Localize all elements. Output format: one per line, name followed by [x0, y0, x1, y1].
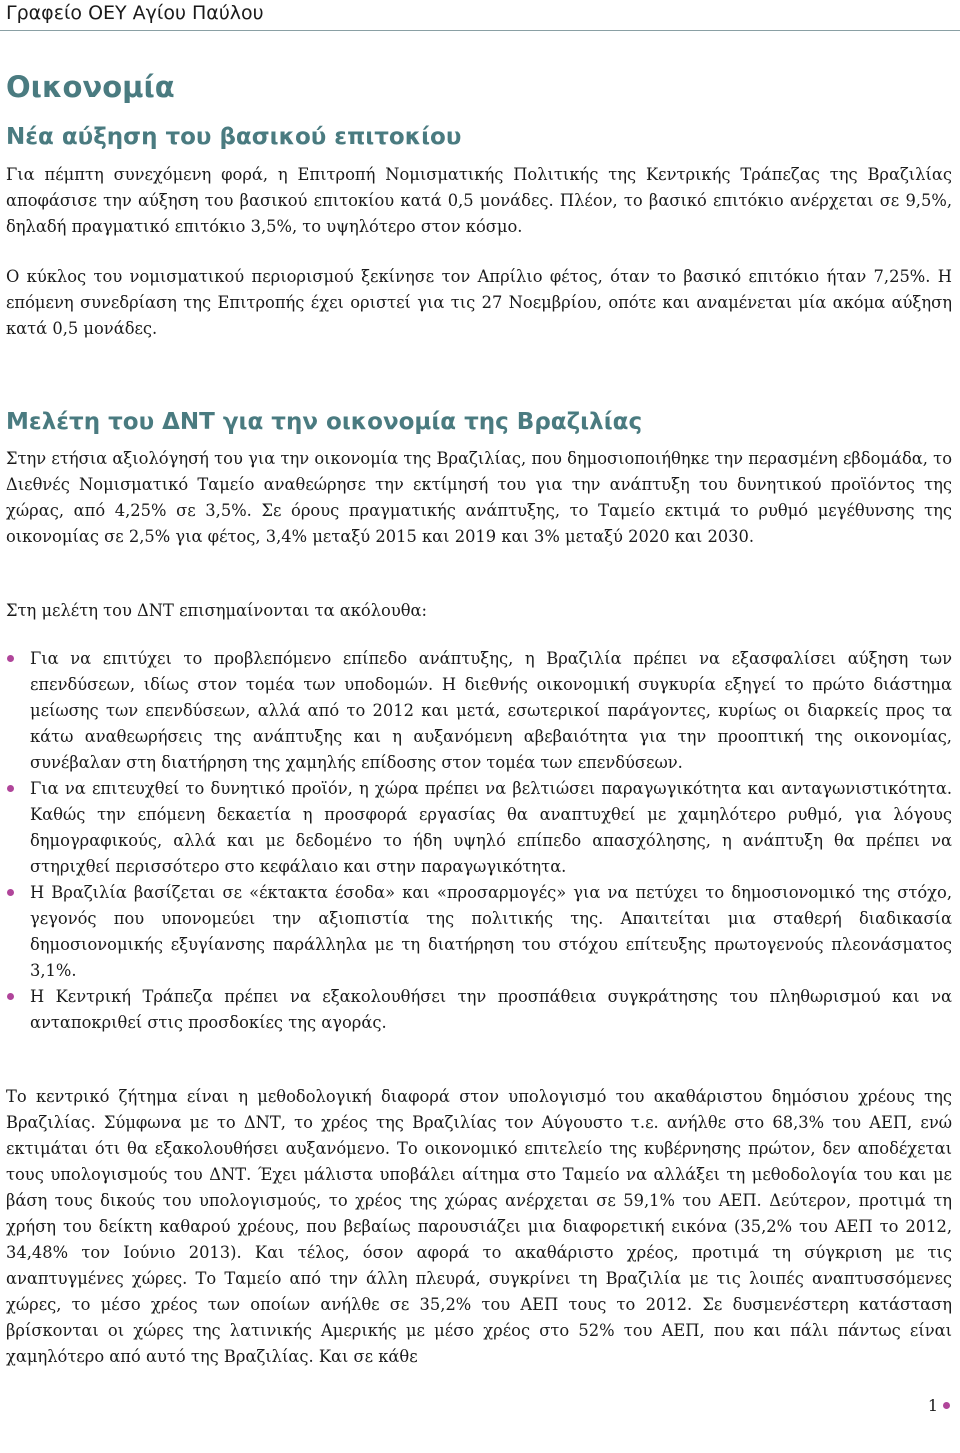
list-item [6, 646, 952, 776]
header-divider [0, 30, 960, 31]
list-item-text: Η Βραζιλία βασίζεται σε «έκτακτα έσοδα» και «προσαρμογές» για να πετύχει το δημοσιονομικό της στόχο, γεγονός που υπονομεύει την αξιοπιστία της πολιτικής της. Απαιτείται μια σταθερή διαδικασία δημοσιονομικής εξυγίανσης παράλληλα με τη διατήρηση του στόχου επίτευξης πρωτογενούς πλεονάσματος 3,1%. [30, 883, 952, 980]
list-item-text: Για να επιτύχει το προβλεπόμενο επίπεδο ανάπτυξης, η Βραζιλία πρέπει να εξασφαλίσει αύξηση των επενδύσεων, ιδίως στον τομέα των υποδομών. Η διεθνής οικονομική συγκυρία εξηγεί το πρώτο διάστημα μείωσης των επενδύσεων, αλλά από το 2012 και μετά, εσωτερικοί παράγοντες, κυρίως οι διαρκείς προς τα κάτω αναθεωρήσεις της ανάπτυξης και η αυξανόμενη αβεβαιότητα για την προοπτική της οικονομίας, συνέβαλαν στη διατήρηση της χαμηλής επίδοσης στον τομέα των επενδύσεων. [30, 649, 952, 772]
article2-paragraph-1 [6, 446, 952, 550]
list-item-text: Η Κεντρική Τράπεζα πρέπει να εξακολουθήσει την προσπάθεια συγκράτησης του πληθωρισμού και να ανταποκριθεί στις προσδοκίες της αγοράς. [30, 987, 952, 1032]
section-title: Οικονομία [6, 70, 175, 104]
page-header: Γραφείο ΟΕΥ Αγίου Παύλου [6, 2, 264, 24]
article1-paragraph-1 [6, 162, 952, 240]
paragraph-text: Το κεντρικό ζήτημα είναι η μεθοδολογική διαφορά στον υπολογισμό του ακαθάριστου δημόσιου χρέους της Βραζιλίας. Σύμφωνα με το ΔΝΤ, το χρέος της Βραζιλίας τον Αύγουστο τ.ε. ανήλθε στο 68,3% του ΑΕΠ, ενώ εκτιμάται ότι θα εξακολουθήσει αυξανόμενο. Το οικονομικό επιτελείο της κυβέρνησης πρώτον, δεν αποδέχεται τους υπολογισμούς του ΔΝΤ. Έχει μάλιστα υποβάλει αίτημα στο Ταμείο να αλλάξει τη μεθοδολογία του και με βάση τους δικούς του υπολογισμούς, το χρέος της χώρας ανέρχεται σε 59,1% του ΑΕΠ. Δεύτερον, προτιμά τη χρήση του δείκτη καθαρού χρέους, που βεβαίως παρουσιάζει μια διαφορετική εικόνα (35,2% του ΑΕΠ το 2012, 34,48% τον Ιούνιο 2013). Και τέλος, όσον αφορά το ακαθάριστο χρέος, προτιμά τη σύγκριση με τις αναπτυγμένες χώρες. Το Ταμείο από την άλλη πλευρά, συγκρίνει τη Βραζιλία με τις λοιπές αναπτυσσόμενες χώρες, το μέσο χρέος των οποίων ανήλθε σε 35,2% του ΑΕΠ τους το 2012. Σε δυσμενέστερη κατάσταση βρίσκονται οι χώρες της λατινικής Αμερικής με μέσο χρέος στο 52% του ΑΕΠ, που και πάλι πάντως είναι χαμηλότερο από αυτό της Βραζιλίας. Και σε κάθε [6, 1087, 952, 1366]
article2-paragraph-2 [6, 1084, 952, 1370]
page-number: 1 [927, 1396, 938, 1415]
bullet-icon [7, 655, 14, 662]
list-item [6, 984, 952, 1036]
paragraph-text: Για πέμπτη συνεχόμενη φορά, η Επιτροπή Νομισματικής Πολιτικής της Κεντρικής Τράπεζας της Βραζιλίας αποφάσισε την αύξηση του βασικού επιτοκίου κατά 0,5 μονάδες. Πλέον, το βασικό επιτόκιο ανέρχεται σε 9,5%, δηλαδή πραγματικό επιτόκιο 3,5%, το υψηλότερο στον κόσμο. [6, 165, 952, 236]
page-number-dot-icon [943, 1402, 950, 1409]
article-heading-interest-rate: Νέα αύξηση του βασικού επιτοκίου [6, 124, 462, 150]
paragraph-text: Στην ετήσια αξιολόγησή του για την οικονομία της Βραζιλίας, που δημοσιοποιήθηκε την περασμένη εβδομάδα, το Διεθνές Νομισματικό Ταμείο αναθεώρησε την εκτίμησή του για την ανάπτυξη του δυνητικού προϊόντος της χώρας, από 4,25% σε 3,5%. Σε όρους πραγματικής ανάπτυξης, το Ταμείο εκτιμά το ρυθμό μεγέθυνσης της οικονομίας σε 2,5% για φέτος, 3,4% μεταξύ 2015 και 2019 και 3% μεταξύ 2020 και 2030. [6, 449, 952, 546]
article-heading-imf-study: Μελέτη του ΔΝΤ για την οικονομία της Βραζιλίας [6, 409, 643, 435]
paragraph-text: Ο κύκλος του νομισματικού περιορισμού ξεκίνησε τον Απρίλιο φέτος, όταν το βασικό επιτόκιο ήταν 7,25%. Η επόμενη συνεδρίαση της Επιτροπής έχει οριστεί για τις 27 Νοεμβρίου, οπότε και αναμένεται μία ακόμα αύξηση κατά 0,5 μονάδες. [6, 267, 952, 338]
article1-paragraph-2 [6, 264, 952, 342]
bullet-icon [7, 889, 14, 896]
list-item [6, 776, 952, 880]
article2-intro [6, 598, 952, 624]
list-item [6, 880, 952, 984]
bullet-icon [7, 785, 14, 792]
bullet-icon [7, 993, 14, 1000]
imf-points-list [6, 646, 952, 1036]
list-item-text: Για να επιτευχθεί το δυνητικό προϊόν, η χώρα πρέπει να βελτιώσει παραγωγικότητα και ανταγωνιστικότητα. Καθώς την επόμενη δεκαετία η προσφορά εργασίας θα αναπτυχθεί με χαμηλότερο ρυθμό, για λόγους δημογραφικούς, αλλά και με δεδομένο το ήδη υψηλό επίπεδο απασχόλησης, η ανάπτυξη θα πρέπει να στηριχθεί περισσότερο στο κεφάλαιο και στην παραγωγικότητα. [30, 779, 952, 876]
paragraph-text: Στη μελέτη του ΔΝΤ επισημαίνονται τα ακόλουθα: [6, 601, 428, 620]
